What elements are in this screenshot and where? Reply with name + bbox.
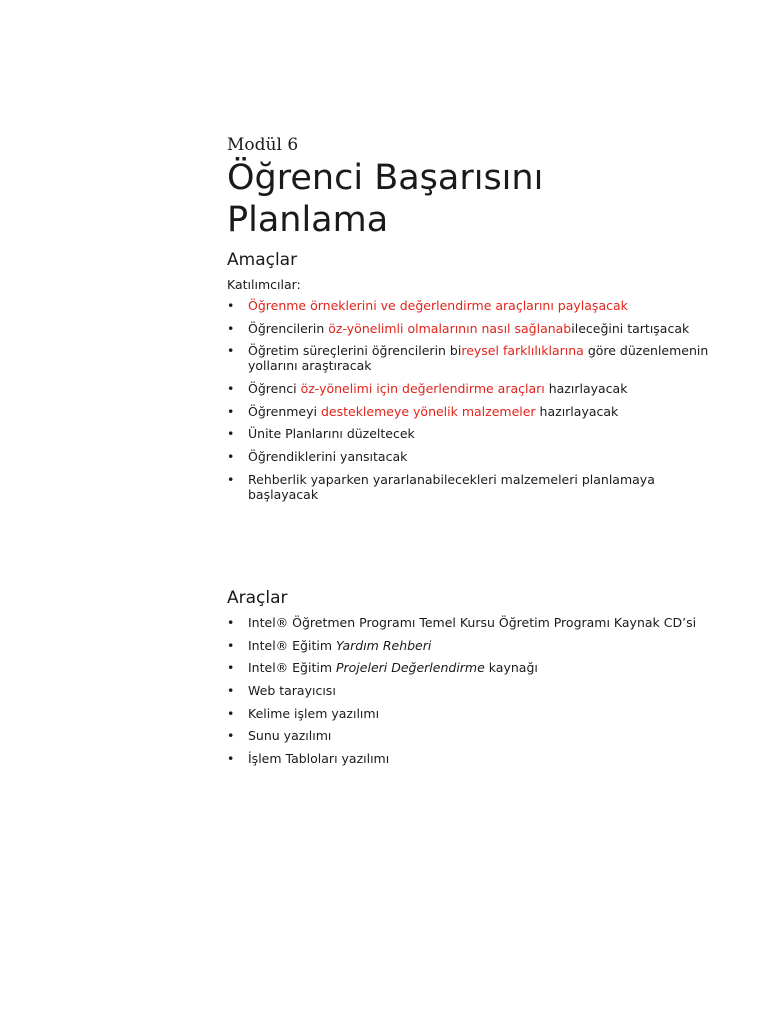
bullet-icon: • [227, 298, 235, 313]
bullet-icon: • [227, 471, 235, 487]
item-text: İşlem Tabloları yazılımı [248, 750, 390, 766]
goal-item [227, 321, 727, 336]
goal-item [227, 472, 727, 502]
goal-item [227, 343, 727, 373]
item-text: Intel® Eğitim [248, 660, 336, 676]
bullet-icon: • [227, 750, 235, 766]
bullet-icon: • [227, 381, 235, 397]
goals-list [227, 298, 727, 502]
item-text: Sunu yazılımı [248, 728, 332, 744]
tool-item [227, 751, 727, 766]
goal-item [227, 449, 727, 464]
bullet-icon: • [227, 637, 235, 653]
item-text: Rehberlik yaparken yararlanabilecekleri malzemeleri planlamaya başlayacak [248, 471, 655, 502]
tool-item [227, 660, 727, 675]
goal-item [227, 298, 727, 313]
item-text: ileceğini tartışacak [571, 320, 690, 336]
item-text: Web tarayıcısı [248, 682, 336, 698]
goal-item [227, 426, 727, 441]
highlighted-text: desteklemeye yönelik malzemeler [320, 403, 536, 419]
document-page [227, 134, 727, 774]
highlighted-text: öz-yönelimi için değerlendirme araçları [300, 381, 545, 397]
participants-intro: Katılımcılar: [227, 277, 301, 292]
bullet-icon: • [227, 403, 235, 419]
item-text: Ünite Planlarını düzeltecek [248, 426, 415, 442]
tool-item [227, 683, 727, 698]
bullet-icon: • [227, 449, 235, 465]
bullet-icon: • [227, 343, 235, 359]
tool-item [227, 638, 727, 653]
item-text: hazırlayacak [544, 381, 628, 397]
highlighted-text: Öğrenme örneklerini ve değerlendirme araçlarını paylaşacak [248, 298, 628, 313]
module-label: Modül 6 [227, 135, 299, 155]
item-text: Öğretim süreçlerini öğrencilerin bi [248, 343, 462, 359]
italic-text: Yardım Rehberi [335, 637, 432, 653]
bullet-icon: • [227, 614, 235, 630]
item-text: Öğrenci [248, 381, 301, 397]
tool-item [227, 728, 727, 743]
item-text: Intel® Eğitim [248, 637, 336, 653]
item-text: Intel® Öğretmen Programı Temel Kursu Öğretim Programı Kaynak CD’si [248, 614, 697, 630]
highlighted-text: reysel farklılıklarına [461, 343, 584, 359]
goals-heading: Amaçlar [227, 250, 298, 270]
bullet-icon: • [227, 320, 235, 336]
title-line-1: Öğrenci Başarısını [227, 158, 544, 198]
tools-list [227, 615, 727, 766]
bullet-icon: • [227, 705, 235, 721]
highlighted-text: öz-yönelimli olmalarının nasıl sağlanab [328, 320, 572, 336]
item-text: hazırlayacak [535, 403, 619, 419]
page-title [227, 157, 727, 241]
goal-item [227, 404, 727, 419]
tool-item [227, 706, 727, 721]
bullet-icon: • [227, 660, 235, 676]
item-text: Öğrendiklerini yansıtacak [248, 449, 408, 465]
item-text: Kelime işlem yazılımı [248, 705, 380, 721]
item-text: kaynağı [484, 660, 538, 676]
bullet-icon: • [227, 682, 235, 698]
tools-heading: Araçlar [227, 587, 288, 608]
item-text: Öğrenmeyi [248, 403, 321, 419]
italic-text: Projeleri Değerlendirme [335, 660, 485, 676]
item-text: Öğrencilerin [248, 320, 329, 336]
title-line-2: Planlama [227, 200, 389, 240]
goal-item [227, 381, 727, 396]
bullet-icon: • [227, 426, 235, 442]
item-text: göre düzenlemenin yollarını araştıracak [248, 343, 709, 374]
tool-item [227, 615, 727, 630]
bullet-icon: • [227, 728, 235, 744]
